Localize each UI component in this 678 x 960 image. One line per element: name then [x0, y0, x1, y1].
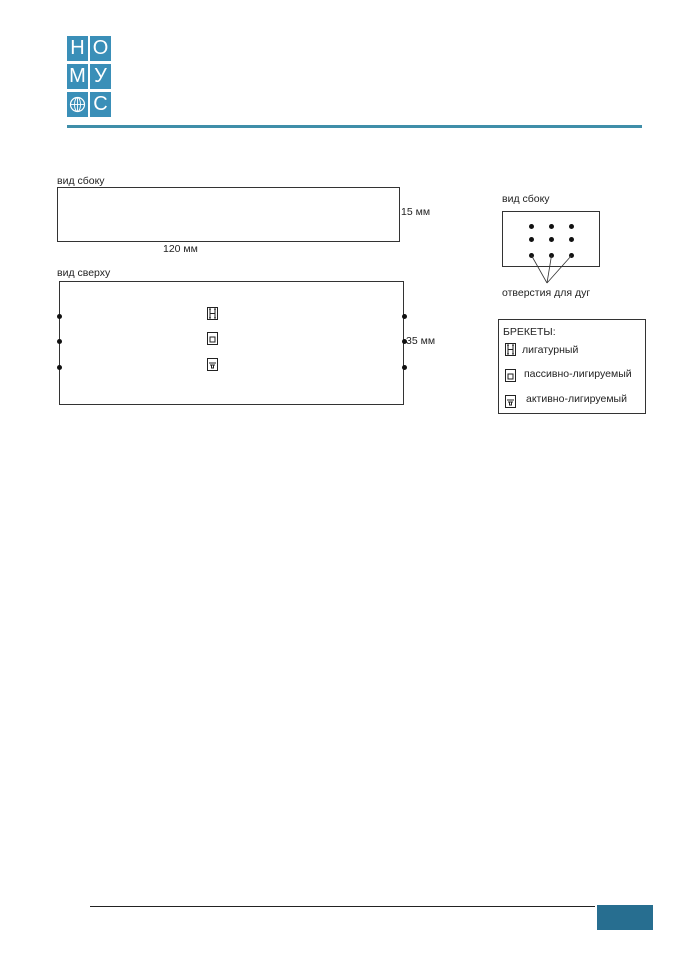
page-number-tab	[597, 905, 653, 930]
globe-emblem-icon	[67, 92, 88, 117]
top-view-hole	[57, 365, 62, 370]
footer-rule	[90, 906, 595, 907]
side-view-length-label: 120 мм	[163, 243, 198, 255]
side-view-body	[57, 187, 400, 242]
logo-letter-s: С	[90, 92, 111, 117]
top-view-hole	[57, 314, 62, 319]
legend-title: БРЕКЕТЫ:	[503, 326, 556, 338]
legend-item-label: пассивно-лигируемый	[524, 368, 632, 380]
arch-hole	[569, 224, 574, 229]
passive-bracket-icon	[207, 332, 218, 345]
top-view-body	[59, 281, 404, 405]
hole-pointer-lines	[500, 250, 600, 290]
legend-item-label: активно-лигируемый	[526, 393, 627, 405]
arch-hole	[529, 224, 534, 229]
side-view-height-label: 15 мм	[401, 206, 431, 218]
logo-letter-u: У	[90, 64, 111, 89]
side-view-label: вид сбоку	[57, 175, 105, 187]
top-view-hole	[402, 314, 407, 319]
holes-caption: отверстия для дуг	[502, 287, 591, 299]
top-view-width-label: 35 мм	[406, 335, 436, 347]
arch-hole	[549, 224, 554, 229]
header-rule	[67, 125, 642, 128]
ligature-bracket-icon	[505, 343, 516, 356]
logo-letter-m: М	[67, 64, 88, 89]
arch-hole	[529, 237, 534, 242]
nomus-logo	[67, 36, 112, 118]
logo-letter-n: Н	[67, 36, 88, 61]
active-bracket-icon	[207, 358, 218, 371]
holes-view-label: вид сбоку	[502, 193, 550, 205]
passive-bracket-icon	[505, 369, 516, 382]
arch-hole	[549, 237, 554, 242]
top-view-hole	[57, 339, 62, 344]
arch-hole	[569, 237, 574, 242]
active-bracket-icon	[505, 395, 516, 408]
top-view-hole	[402, 365, 407, 370]
ligature-bracket-icon	[207, 307, 218, 320]
logo-letter-o: О	[90, 36, 111, 61]
legend-item-label: лигатурный	[522, 344, 579, 356]
top-view-label: вид сверху	[57, 267, 111, 279]
